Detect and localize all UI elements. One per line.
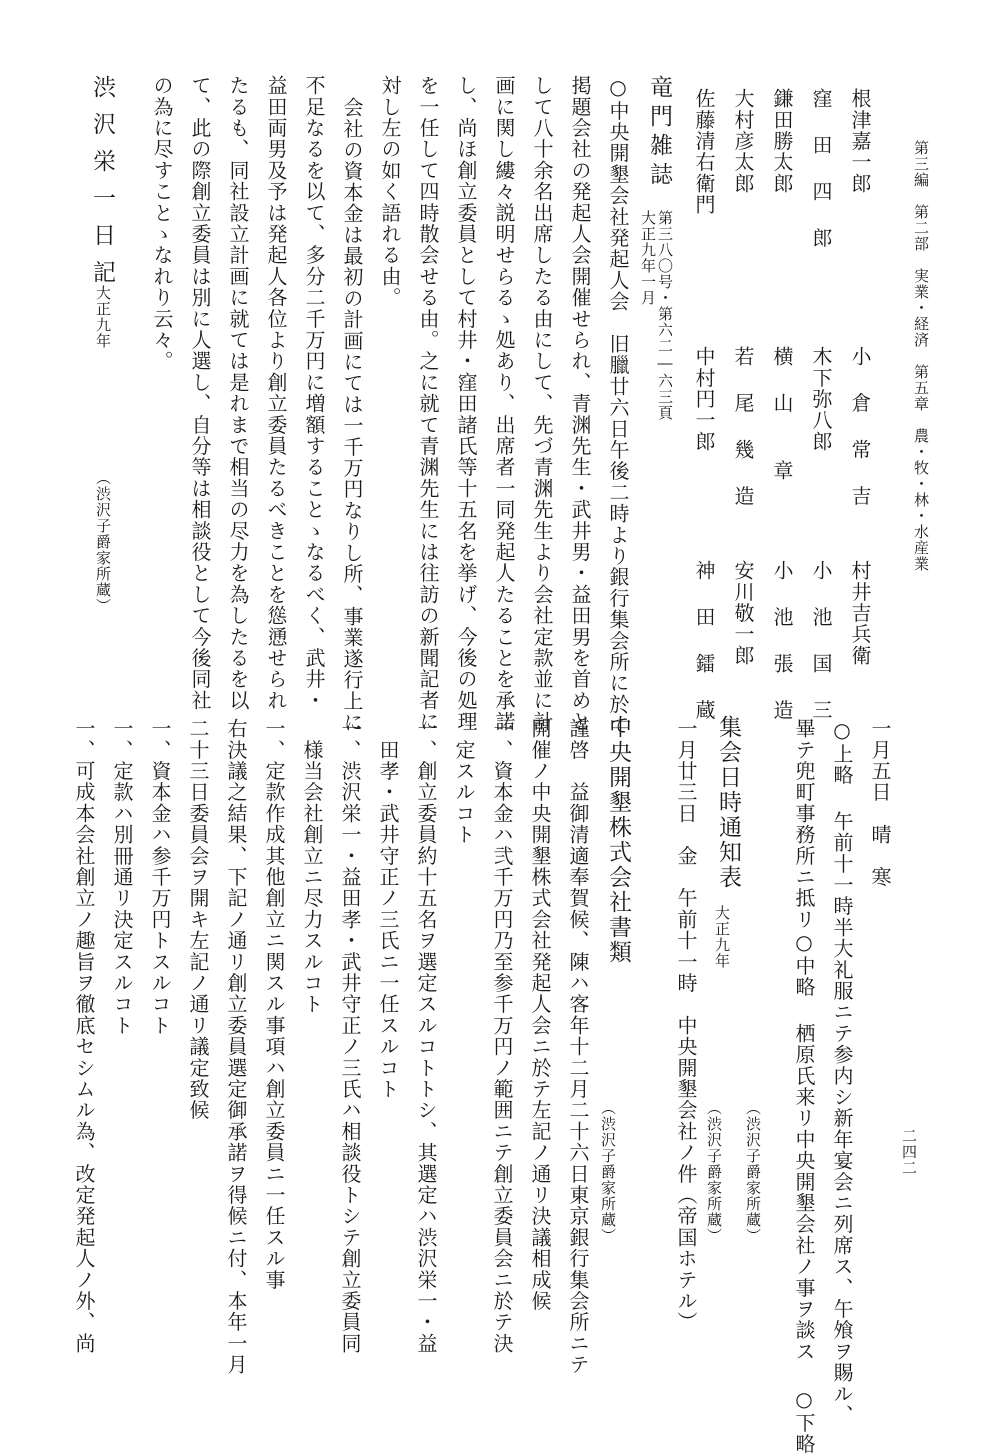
page-number: 二四二 <box>900 1128 918 1176</box>
letter-line: 一、可成本会社創立ノ趣旨ヲ徹底セシムル為、改定発起人ノ外、尚 <box>72 718 96 1354</box>
notice-line: 一月廿三日 金 午前十一時 中央開墾会社ノ件（帝国ホテル） <box>674 718 698 1333</box>
diary-entry-source: （渋沢子爵家所蔵） <box>744 1100 762 1244</box>
founder-name: 根津嘉一郎 <box>848 88 872 194</box>
founder-name: 神 田 鐳 蔵 <box>692 560 716 721</box>
letter-line: 定スルコト <box>452 718 476 846</box>
founder-name: 窪 田 四 郎 <box>809 88 833 249</box>
running-header: 第三編 第二部 実業・経済 第五章 農・牧・林・水産業 <box>912 140 930 572</box>
documents-source: （渋沢子爵家所蔵） <box>599 1100 617 1244</box>
article-line: 不足なるを以て、多分二千万円に増額することゝなるべく、武井・ <box>302 75 326 711</box>
founder-name: 若 尾 幾 造 <box>731 346 755 507</box>
diary-date: 一月五日 晴 寒 <box>868 718 892 888</box>
founder-name: 小 池 張 造 <box>770 560 794 721</box>
letter-line: 田孝・武井守正ノ三氏ニ一任スルコト <box>376 718 400 1100</box>
journal-ref-issue: 第三八〇号・第六二―六三頁 <box>656 210 674 421</box>
article-line: 益田両男及予は発起人各位より創立委員たるべきことを慫慂せられ <box>264 75 288 711</box>
letter-line: 謹啓 益御清適奉賀候、陳ハ客年十二月二十六日東京銀行集会所ニテ <box>566 718 590 1376</box>
article-line: を一任して四時散会せる由。之に就て青渊先生には往訪の新聞記者に <box>416 75 440 733</box>
founder-name: 佐藤清右衛門 <box>692 88 716 216</box>
letter-line: 一、定款ハ別冊通リ決定スルコト <box>110 718 134 1036</box>
journal-title: 竜門雑誌 <box>646 75 672 191</box>
journal-ref-date: 大正九年一月 <box>639 210 657 306</box>
article-line: して八十余名出席したる由にして、先づ青渊先生より会社定款並に計 <box>530 75 554 733</box>
diary-source: （渋沢子爵家所蔵） <box>94 470 112 614</box>
diary-line: 畢テ兜町事務所ニ抵リ○中略 栖原氏来リ中央開墾会社ノ事ヲ談ス ○下略 <box>792 718 816 1455</box>
founder-name: 中村円一郎 <box>692 346 716 452</box>
letter-line: 開催ノ中央開墾株式会社発起人会ニ於テ左記ノ通リ決議相成候 <box>528 718 552 1312</box>
letter-line: 一、渋沢栄一・益田孝・武井守正ノ三氏ハ相談役トシテ創立委員同 <box>338 718 362 1354</box>
diary-year: 大正九年 <box>94 285 112 349</box>
letter-line: 一、資本金ハ参千万円トスルコト <box>148 718 172 1036</box>
article-line: し、尚ほ創立委員として村井・窪田諸氏等十五名を挙げ、今後の処理 <box>454 75 478 733</box>
founder-name: 横 山 章 <box>770 346 794 482</box>
letter-line: 一、資本金ハ弐千万円乃至参千万円ノ範囲ニテ創立委員会ニ於テ決 <box>490 718 514 1354</box>
notice-source: （渋沢子爵家所蔵） <box>705 1100 723 1244</box>
article-line: て、此の際創立委員は別に人選し、自分等は相談役として今後同社 <box>188 75 212 711</box>
notice-title: 集会日時通知表 <box>715 715 741 890</box>
founder-name: 村井吉兵衛 <box>848 560 872 666</box>
founder-name: 木下弥八郎 <box>809 346 833 452</box>
article-line: の為に尽すことゝなれり云々。 <box>150 75 174 372</box>
founder-name: 小 倉 常 吉 <box>848 346 872 507</box>
article-line: 対し左の如く語れる由。 <box>378 75 402 309</box>
letter-line: 一、定款作成其他創立ニ関スル事項ハ創立委員ニ一任スル事 <box>262 718 286 1291</box>
founder-name: 鎌田勝太郎 <box>770 88 794 194</box>
article-line: たるも、同社設立計画に就ては是れまで相当の尽力を為したるを以 <box>226 75 250 711</box>
letter-line: 様当会社創立ニ尽力スルコト <box>300 718 324 1015</box>
founder-name: 安川敬一郎 <box>731 560 755 666</box>
founder-name: 大村彦太郎 <box>731 88 755 194</box>
letter-line: 二十三日委員会ヲ開キ左記ノ通リ議定致候 <box>186 718 210 1121</box>
documents-title: 中央開墾株式会社書類 <box>605 715 631 965</box>
diary-line: ○上略 午前十一時半大礼服ニテ参内シ新年宴会ニ列席ス、午飧ヲ賜ル、 <box>830 718 854 1426</box>
notice-year: 大正九年 <box>713 905 731 969</box>
letter-line: 一、創立委員約十五名ヲ選定スルコトトシ、其選定ハ渋沢栄一・益 <box>414 718 438 1354</box>
diary-title: 渋沢栄一日記 <box>89 75 115 297</box>
article-line: ○中央開墾会社発起人会 旧臘廿六日午後二時より銀行集会所に於て <box>606 75 630 737</box>
article-line: 掲題会社の発起人会開催せられ、青渊先生・武井男・益田男を首めと <box>568 75 592 733</box>
letter-line: 右決議之結果、下記ノ通リ創立委員選定御承諾ヲ得候ニ付、本年一月 <box>224 718 248 1376</box>
founder-name: 小 池 国 三 <box>809 560 833 721</box>
article-line: 画に関し縷々説明せらるゝ処あり、出席者一同発起人たることを承諾 <box>492 75 516 733</box>
article-line: 会社の資本金は最初の計画にては一千万円なりし所、事業遂行上に <box>340 97 364 733</box>
